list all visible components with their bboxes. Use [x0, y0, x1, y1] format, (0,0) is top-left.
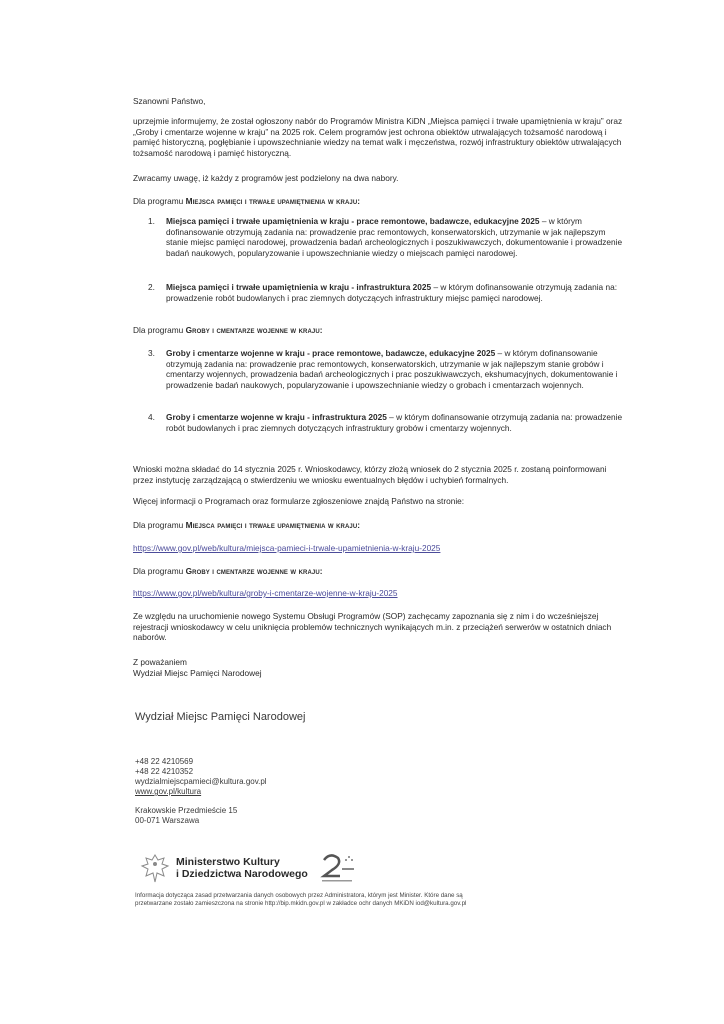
list-item-text: – w którym dofinansowanie otrzymują zadania na: prowadzenie robót budowlanych i prac ziemnych dotyczących infrastruktury grobów i cmentarzy wojennych. [166, 412, 623, 433]
list-item-title: Miejsca pamięci i trwałe upamiętnienia w kraju - prace remontowe, badawcze, edukacyjne 2025 [166, 216, 540, 226]
ministry-logo [140, 850, 400, 896]
link1-row [133, 543, 625, 554]
program1-name: Miejsca pamięci i trwałe upamiętnienia w kraju: [185, 196, 361, 206]
more-info-paragraph: Więcej informacji o Programach oraz formularze zgłoszeniowe znajdą Państwo na stronie: [133, 496, 465, 506]
list-item [148, 282, 626, 303]
program2-link[interactable]: https://www.gov.pl/web/kultura/groby-i-cmentarze-wojenne-w-kraju-2025 [133, 588, 398, 598]
list-item-title: Groby i cmentarze wojenne w kraju - prace remontowe, badawcze, edukacyjne 2025 [166, 348, 496, 358]
list-number: 1. [148, 216, 155, 226]
list-item-text: – w którym dofinansowanie otrzymują zadania na: prowadzenie robót budowlanych i prac ziemnych dotyczących infrastruktury miejsc pamięci narodowej. [166, 282, 617, 303]
link2-prefix: Dla programu [133, 566, 184, 576]
program1-heading [133, 196, 625, 207]
ministry-name-line1: Ministerstwo Kultury [176, 856, 280, 868]
link1-prefix: Dla programu [133, 520, 184, 530]
note-paragraph: Zwracamy uwagę, iż każdy z programów jest podzielony na dwa nabory. [133, 173, 399, 183]
program1-link[interactable]: https://www.gov.pl/web/kultura/miejsca-pamieci-i-trwale-upamietnienia-w-kraju-2025 [133, 543, 441, 553]
website-link[interactable]: www.gov.pl/kultura [135, 787, 202, 796]
list-number: 3. [148, 348, 155, 358]
list-item-text: – w którym dofinansowanie otrzymują zadania na: prowadzenie prac remontowych, konserwatorskich, utrzymanie w jak najlepszym stanie grobów i cmentarzy wojennych, prowadzenia badań archeologicznych i prac poszukiwawczych, ekshumacyjnych, dokumentowanie i prowadzenie badań naukowych, popularyzowanie i upowszechnianie wiedzy o grobach i cmentarzach wojennych. [166, 348, 618, 390]
list-item [148, 348, 626, 390]
phone-2: +48 22 4210352 [135, 767, 194, 776]
program2-name: Groby i cmentarze wojenne w kraju: [185, 325, 323, 335]
deadline-paragraph: Wnioski można składać do 14 stycznia 2025 r. Wnioskodawcy, którzy złożą wniosek do 2 stycznia 2025 r. zostaną poinformowani przez instytucję zarządzającą o stwierdzeniu we wniosku ewentualnych błędów i uchybień formalnych. [133, 464, 607, 485]
link2-heading [133, 566, 625, 577]
program2-prefix: Dla programu [133, 325, 184, 335]
link2-name: Groby i cmentarze wojenne w kraju: [185, 566, 323, 576]
program1-prefix: Dla programu [133, 196, 184, 206]
list-item-title: Miejsca pamięci i trwałe upamiętnienia w kraju - infrastruktura 2025 [166, 282, 432, 292]
list-number: 2. [148, 282, 155, 292]
street-address: Krakowskie Przedmieście 15 [135, 806, 238, 815]
list-item [148, 216, 626, 258]
anniversary-logo-icon [318, 850, 358, 886]
list-item-text: – w którym dofinansowanie otrzymują zadania na: prowadzenie prac remontowych, konserwatorskich, utrzymanie w jak najlepszym stanie miejsc pamięci narodowej, prowadzenia badań archeologicznych i poszukiwawczych, dokumentowanie i prowadzenie badań naukowych, popularyzowanie i upowszechnianie wiedzy o miejscach pamięci narodowej. [166, 216, 623, 258]
list-item [148, 412, 626, 433]
eagle-emblem-icon [140, 852, 170, 886]
closing-department: Wydział Miejsc Pamięci Narodowej [133, 668, 262, 678]
link2-row [133, 588, 625, 599]
sop-paragraph: Ze względu na uruchomienie nowego Systemu Obsługi Programów (SOP) zachęcamy zapoznania się z nim i do wcześniejszej rejestracji wnioskodawcy w celu uniknięcia problemów technicznych wynikających m.in. z przeciążeń serwerów w ostatnich dniach naborów. [133, 611, 612, 643]
program2-heading [133, 325, 625, 336]
signature-department: Wydział Miejsc Pamięci Narodowej [135, 711, 306, 723]
intro-paragraph: uprzejmie informujemy, że został ogłoszony nabór do Programów Ministra KiDN „Miejsca pamięci i trwałe upamiętnienia w kraju” oraz „Groby i cmentarze wojenne w kraju” na 2025 rok. Celem programów jest ochrona obiektów utrwalających tożsamość narodową i pamięć historyczną, pogłębianie i upowszechnianie wiedzy na temat walk i męczeństwa, rozwój infrastruktury obiektów utrwalających tożsamość narodową i pamięć historyczną. [133, 116, 623, 158]
email-link[interactable]: wydzialmiejscpamieci@kultura.gov.pl [135, 777, 267, 786]
link1-name: Miejsca pamięci i trwałe upamiętnienia w kraju: [185, 520, 361, 530]
ministry-name-line2: i Dziedzictwa Narodowego [176, 868, 308, 880]
phone-1: +48 22 4210569 [135, 757, 194, 766]
city-address: 00-071 Warszawa [135, 816, 200, 825]
link1-heading [133, 520, 625, 531]
greeting: Szanowni Państwo, [133, 96, 206, 106]
closing: Z poważaniem [133, 657, 187, 667]
list-item-title: Groby i cmentarze wojenne w kraju - infrastruktura 2025 [166, 412, 387, 422]
list-number: 4. [148, 412, 155, 422]
gdpr-footer: Informacja dotycząca zasad przetwarzania danych osobowych przez Administratora, którym jest Minister. Które dane są przetwarzane zostało zamieszczona na stronie http://bip.mkidn.gov.pl w zakładce ochr danych MKiDN iod@kultura.gov.pl [135, 892, 467, 907]
